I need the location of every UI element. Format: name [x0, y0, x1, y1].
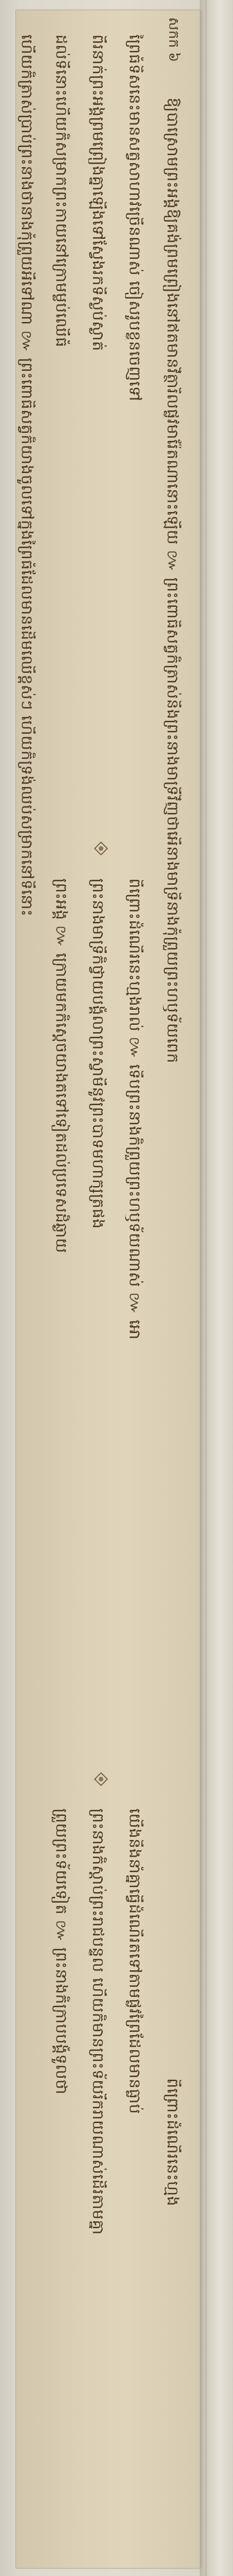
manuscript-line-2-segment-1: ព្រៃធំទិសនេះមានសត្វសាហាវច្រើនណាស់ ចៀសរូបខ្លួនចេញទៅ [126, 34, 143, 401]
manuscript-line-4-segment-3: ព្រួយព្រះទ័យទៀត ៚ ព្រះនាងក៏ក្រាបបង្គំទូលថា [52, 1808, 70, 2095]
manuscript-line-1-segment-1: ឱ្យបាស្រោមព្រះអង្គឱ្យគង់ព្រមព្រៀងនៅឥតមានវិត្ថារិលផ្លូវមារ៉ែតណានោះឡើយ ៚ ព្រះពោធិសត្វក៏ត្រាស់នឹងព្រះនាងមាទ្រីវិញថាអើនាងមាទ្រីនាងកុំព្រួយព្រះហឫទ័យពេក [164, 98, 181, 1064]
manuscript-line-5-segment-1: ហើយក៏ត្រាស់ប្រាប់ព្រះនាងថានាងកុំព្រួយអីទៅណា ៚ ព្រះពោធិសត្វក៏យាងចូលទៅក្នុងព្រៃធំដែលមានដើមឈើខ្ពស់ៗ ហើយក៏ទ្រង់ឈប់សម្រាកនៅទីនោះ [18, 34, 36, 917]
string-hole-icon [94, 841, 108, 856]
leaf-number-label: សកក ៦ [166, 17, 182, 62]
manuscript-line-2-segment-3: យើងនឹងនាំគ្នាធ្វើដំណើរតទៅតាមផ្លូវព្រៃដែលមានធ្លាប់ [126, 1808, 143, 2114]
palm-leaf-edge [200, 0, 233, 2576]
manuscript-line-4-segment-1: ដល់ទីនោះហើយក៏សម្រាកព្រះកាយនៅក្រោមម្លប់ឈើធំ [52, 34, 70, 347]
manuscript-line-3-segment-2: ព្រះនាងមាទ្រីក៏ថ្វាយបង្គំលាព្រះស្វាមីនូវព្រះបាទមហាក្សត្រផង [89, 878, 107, 1229]
manuscript-line-1-segment-2: ពីព្រោះដំណើរនេះហ្មង [164, 2078, 181, 2206]
manuscript-line-3-segment-3: ព្រះនាងក៏ស្តាប់ព្រះរាជបន្ទូល ហើយក៏មានព្រះទ័យរីករាយណាស់ដើរតាមគ្នា [89, 1808, 107, 2235]
manuscript-line-3-segment-1: ពីរនាក់ព្រះអង្គព្រមព្រៀងគ្នាឡើងទៅស្វែងរកទីស្ងប់ស្ងាត់ [89, 34, 107, 351]
string-hole-icon [94, 1772, 108, 1787]
manuscript-line-4-segment-2: ព្រះអង្គ ៚ ក្រោយមកក៏ស្តេចយាងតទៅទៀតដល់ប្រទេសដ៏ឆ្ងាយ [52, 878, 70, 1253]
manuscript-line-2-segment-2: ពីព្រោះដំណើរនេះហ្មងរាល់ ៚ ទើបព្រះនាងក៏ព្រួយព្រះហឫទ័យណាស់ ៚ អោ [126, 878, 143, 1340]
